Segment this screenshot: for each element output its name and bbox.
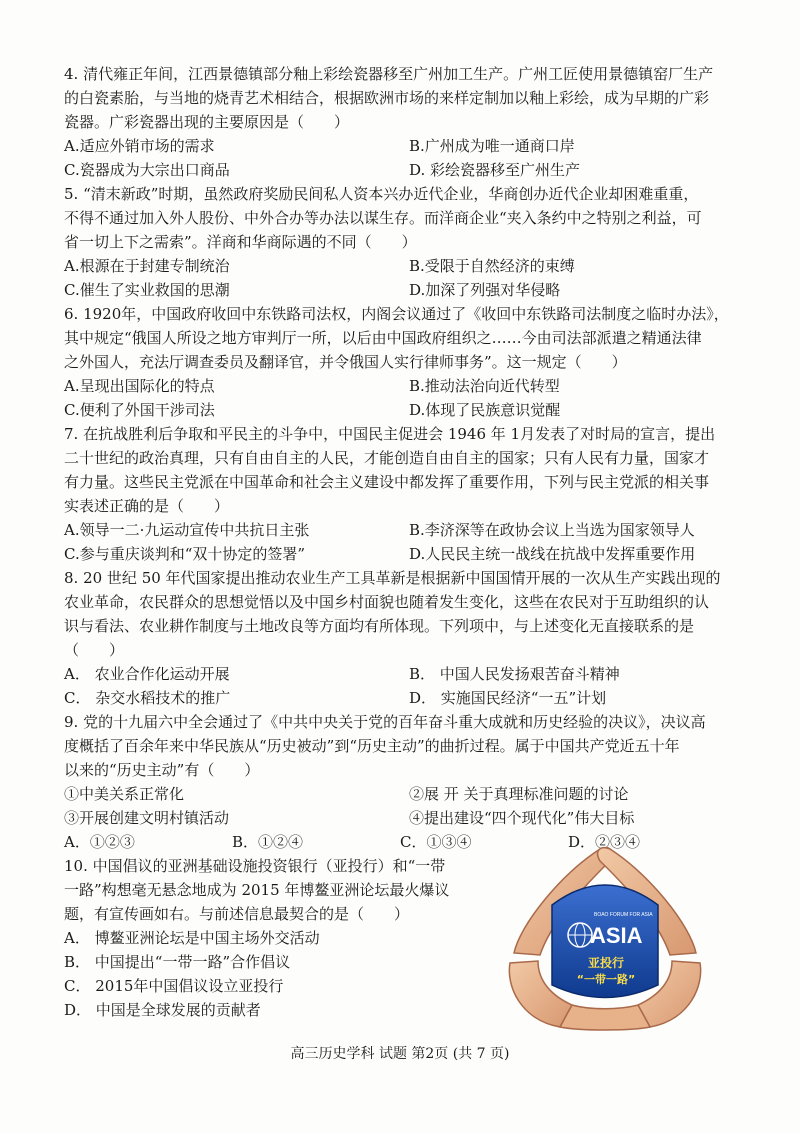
question-9-option-b[interactable]: B．①②④	[232, 833, 304, 851]
question-6-options-row-2	[64, 398, 736, 422]
question-9-item-4: ④提出建设“四个现代化”伟大目标	[409, 809, 635, 827]
question-8-option-d[interactable]: D． 实施国民经济“一五”计划	[409, 689, 607, 707]
question-7-option-c[interactable]: C.参与重庆谈判和“双十协定的签署”	[64, 545, 306, 563]
question-7-option-a[interactable]: A.领导一二·九运动宣传中共抗日主张	[64, 521, 310, 539]
question-10-line-3: 题，有宣传画如右。与前述信息最契合的是（ ）	[64, 905, 410, 923]
question-9-item-1: ①中美关系正常化	[64, 785, 185, 803]
question-5	[64, 182, 736, 302]
question-10-option-b[interactable]: B． 中国提出“一带一路”合作倡议	[64, 953, 291, 971]
question-4-option-c[interactable]: C.瓷器成为大宗出口商品	[64, 161, 230, 179]
question-10-line-1: 10. 中国倡议的亚洲基础设施投资银行（亚投行）和“一带	[64, 857, 446, 875]
question-7-option-d[interactable]: D.人民民主统一战线在抗战中发挥重要作用	[409, 545, 696, 563]
question-4-options-row-2	[64, 158, 736, 182]
question-6-options-row-1	[64, 374, 736, 398]
forum-small-text: BOAO FORUM FOR ASIA	[594, 912, 653, 918]
question-6-line-2: 其中规定“俄国人所设之地方审判厅一所，以后由中国政府组织之……今由司法部派遣之精通法律	[64, 329, 702, 347]
question-8-options-row-2	[64, 686, 736, 710]
question-5-options-row-2	[64, 278, 736, 302]
question-4-line-2: 的白瓷素胎，与当地的烧青艺术相结合，根据欧洲市场的来样定制加以釉上彩绘，成为早期的广彩	[64, 89, 710, 107]
question-9	[64, 710, 736, 854]
question-7	[64, 422, 736, 566]
poster-tag-belt-road: “一带一路”	[576, 973, 636, 986]
propaganda-poster-illustration	[500, 835, 710, 1035]
question-8-options-row-1	[64, 662, 736, 686]
question-4-line-3: 瓷器。广彩瓷器出现的主要原因是（ ）	[64, 113, 350, 131]
question-10	[64, 854, 484, 1022]
question-9-line-1: 9. 党的十九届六中全会通过了《中共中央关于党的百年奋斗重大成就和历史经验的决议》，决议高	[64, 713, 706, 731]
question-9-line-2: 度概括了百余年来中华民族从“历史被动”到“历史主动”的曲折过程。属于中国共产党近五十年	[64, 737, 680, 755]
asia-logo-text: ASIA	[590, 923, 643, 948]
question-7-line-1: 7. 在抗战胜利后争取和平民主的斗争中，中国民主促进会 1946 年 1月发表了对时局的宣言，提出	[64, 425, 716, 443]
question-9-item-3: ③开展创建文明村镇活动	[64, 809, 230, 827]
question-4-option-d[interactable]: D. 彩绘瓷器移至广州生产	[409, 161, 581, 179]
question-9-option-a[interactable]: A．①②③	[64, 833, 135, 851]
question-7-line-3: 有力量。这些民主党派在中国革命和社会主义建设中都发挥了重要作用，下列与民主党派的相关事	[64, 473, 710, 491]
question-10-option-a[interactable]: A． 博鳌亚洲论坛是中国主场外交活动	[64, 929, 320, 947]
question-4-option-b[interactable]: B.广州成为唯一通商口岸	[409, 137, 575, 155]
question-10-option-d[interactable]: D． 中国是全球发展的贡献者	[64, 1001, 261, 1019]
question-5-options-row-1	[64, 254, 736, 278]
question-9-option-c[interactable]: C．①③④	[400, 833, 472, 851]
question-5-line-3: 省一切上下之需索”。洋商和华商际遇的不同（ ）	[64, 233, 417, 251]
question-5-option-a[interactable]: A.根源在于封建专制统治	[64, 257, 230, 275]
question-8-line-2: 农业革命，农民群众的思想觉悟以及中国乡村面貌也随着发生变化，这些在农民对于互助组织的认	[64, 593, 710, 611]
question-10-line-2: 一路”构想毫无悬念地成为 2015 年博鳌亚洲论坛最火爆议	[64, 881, 450, 899]
question-4-line-1: 4. 清代雍正年间，江西景德镇部分釉上彩绘瓷器移至广州加工生产。广州工匠使用景德镇窑厂生产	[64, 65, 714, 83]
question-9-items-row-1	[64, 782, 736, 806]
question-6-option-b[interactable]: B.推动法治向近代转型	[409, 377, 560, 395]
question-7-line-2: 二十世纪的政治真理，只有自由自主的人民，才能创造自由自主的国家；只有人民有力量，国家才	[64, 449, 710, 467]
question-6-option-c[interactable]: C.便利了外国干涉司法	[64, 401, 215, 419]
question-8-option-a[interactable]: A． 农业合作化运动开展	[64, 665, 230, 683]
question-5-option-c[interactable]: C.催生了实业救国的思潮	[64, 281, 230, 299]
question-9-line-3: 以来的“历史主动”有（ ）	[64, 761, 260, 779]
question-5-line-1: 5. “清末新政”时期，虽然政府奖励民间私人资本兴办近代企业，华商创办近代企业却困难重重，	[64, 185, 699, 203]
question-6-line-3: 之外国人，充法厅调查委员及翻译官，并令俄国人实行律师事务”。这一规定（ ）	[64, 353, 627, 371]
question-7-options-row-2	[64, 542, 736, 566]
question-9-option-d[interactable]: D．②③④	[568, 833, 641, 851]
page-footer: 高三历史学科 试题 第2页 (共 7 页)	[290, 1046, 510, 1062]
question-7-option-b[interactable]: B.李济深等在政协会议上当选为国家领导人	[409, 521, 695, 539]
question-6-line-1: 6. 1920年，中国政府收回中东铁路司法权，内阁会议通过了《收回中东铁路司法制度之临时办法》，	[64, 305, 729, 323]
question-7-line-4: 实表述正确的是（ ）	[64, 497, 230, 515]
question-6-option-d[interactable]: D.体现了民族意识觉醒	[409, 401, 561, 419]
question-6-option-a[interactable]: A.呈现出国际化的特点	[64, 377, 215, 395]
question-7-options-row-1	[64, 518, 736, 542]
question-5-option-b[interactable]: B.受限于自然经济的束缚	[409, 257, 575, 275]
question-5-option-d[interactable]: D.加深了列强对华侵略	[409, 281, 561, 299]
question-8-option-c[interactable]: C． 杂交水稻技术的推广	[64, 689, 231, 707]
question-9-item-2: ②展 开 关于真理标准问题的讨论	[409, 785, 629, 803]
question-6	[64, 302, 736, 422]
question-4-options-row-1	[64, 134, 736, 158]
question-9-items-row-2	[64, 806, 736, 830]
question-10-option-c[interactable]: C． 2015年中国倡议设立亚投行	[64, 977, 284, 995]
question-8-option-b[interactable]: B． 中国人民发扬艰苦奋斗精神	[409, 665, 620, 683]
question-8	[64, 566, 736, 710]
question-8-line-1: 8. 20 世纪 50 年代国家提出推动农业生产工具革新是根据新中国国情开展的一次从生产实践出现的	[64, 569, 721, 587]
poster-tag-aiib: 亚投行	[587, 956, 625, 970]
question-5-line-2: 不得不通过加入外人股份、中外合办等办法以谋生存。而洋商企业“夹入条约中之特别之利益，可	[64, 209, 702, 227]
question-4	[64, 62, 736, 182]
question-8-line-3: 识与看法、农业耕作制度与土地改良等方面均有所体现。下列项中，与上述变化无直接联系的是	[64, 617, 695, 635]
question-4-option-a[interactable]: A.适应外销市场的需求	[64, 137, 215, 155]
question-8-line-4: （ ）	[64, 641, 125, 659]
